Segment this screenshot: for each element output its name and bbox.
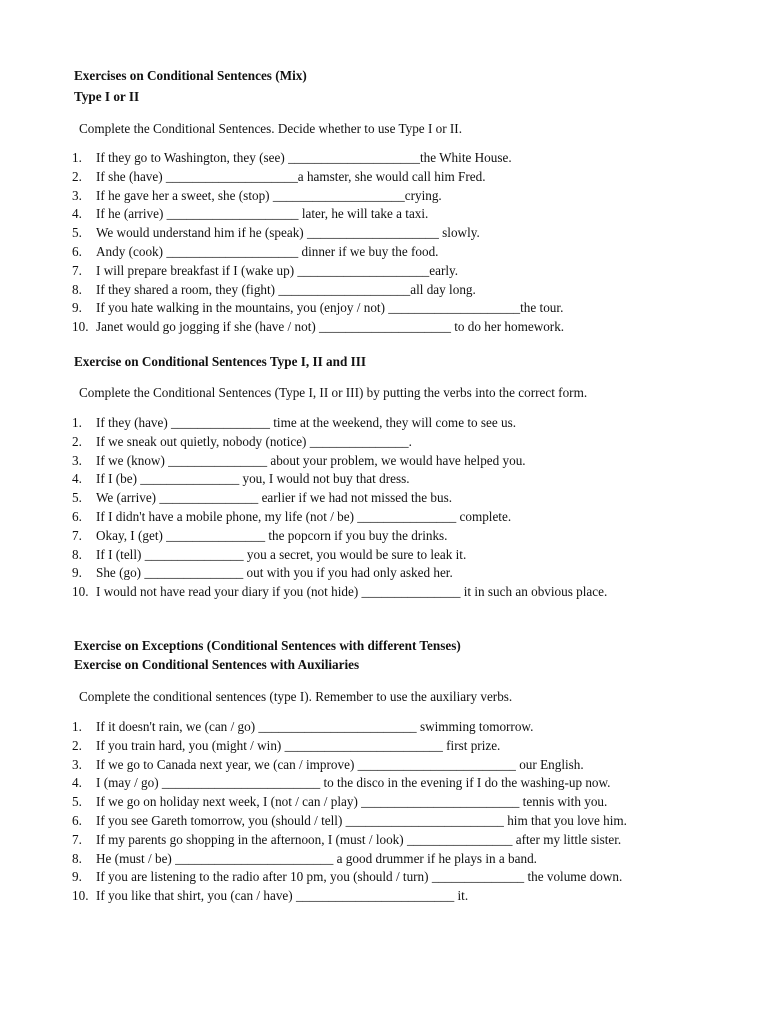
- item-text: We would understand him if he (speak) ____________________ slowly.: [96, 225, 480, 241]
- item-text: If she (have) ____________________a hamster, she would call him Fred.: [96, 168, 486, 184]
- item-text: If I didn't have a mobile phone, my life (not / be) _______________ complete.: [96, 508, 512, 524]
- item-number: 3.: [72, 452, 82, 468]
- list-item: [72, 489, 607, 508]
- section2-title: Exercise on Conditional Sentences Type I, II and III: [74, 354, 367, 369]
- list-item: [72, 149, 564, 168]
- item-number: 8.: [72, 850, 82, 866]
- item-text: I would not have read your diary if you (not hide) _______________ it in such an obvious place.: [96, 584, 608, 600]
- item-number: 6.: [72, 812, 82, 828]
- item-text: She (go) _______________ out with you if you had only asked her.: [96, 565, 453, 581]
- item-number: 10.: [72, 319, 89, 335]
- item-number: 2.: [72, 433, 82, 449]
- item-text: If you see Gareth tomorrow, you (should / tell) ________________________ him that you love him.: [96, 812, 627, 828]
- item-number: 5.: [72, 225, 82, 241]
- list-item: [72, 205, 564, 224]
- item-number: 8.: [72, 546, 82, 562]
- item-number: 8.: [72, 281, 82, 297]
- list-item: [72, 793, 627, 812]
- list-item: [72, 887, 627, 906]
- list-item: [72, 414, 607, 433]
- item-number: 7.: [72, 831, 82, 847]
- section1-instruction: Complete the Conditional Sentences. Decide whether to use Type I or II.: [79, 121, 462, 136]
- item-text: If they shared a room, they (fight) ____________________all day long.: [96, 281, 476, 297]
- item-number: 4.: [72, 206, 82, 222]
- list-item: [72, 831, 627, 850]
- item-text: If you are listening to the radio after 10 pm, you (should / turn) ______________ the volume down.: [96, 869, 623, 885]
- item-text: If you train hard, you (might / win) ________________________ first prize.: [96, 737, 501, 753]
- item-number: 2.: [72, 168, 82, 184]
- list-item: [72, 168, 564, 187]
- item-number: 5.: [72, 794, 82, 810]
- item-text: If he gave her a sweet, she (stop) ____________________crying.: [96, 187, 442, 203]
- item-text: If they go to Washington, they (see) ____________________the White House.: [96, 150, 512, 165]
- section3-list: [72, 718, 627, 906]
- item-text: If we sneak out quietly, nobody (notice) _______________.: [96, 433, 412, 449]
- list-item: [72, 224, 564, 243]
- item-text: If he (arrive) ____________________ later, he will take a taxi.: [96, 206, 429, 222]
- item-number: 7.: [72, 527, 82, 543]
- item-text: If I (be) _______________ you, I would not buy that dress.: [96, 471, 410, 487]
- list-item: [72, 718, 627, 737]
- item-text: If we go on holiday next week, I (not / can / play) ________________________ tennis with you.: [96, 794, 608, 810]
- item-number: 9.: [72, 565, 82, 581]
- item-text: I (may / go) ________________________ to the disco in the evening if I do the washing-up now.: [96, 775, 611, 791]
- item-number: 3.: [72, 187, 82, 203]
- list-item: [72, 527, 607, 546]
- item-text: If you like that shirt, you (can / have) ________________________ it.: [96, 888, 469, 904]
- section1-list: [72, 149, 564, 337]
- item-number: 1.: [72, 150, 82, 165]
- list-item: [72, 318, 564, 337]
- item-text: If they (have) _______________ time at the weekend, they will come to see us.: [96, 415, 517, 430]
- item-text: If I (tell) _______________ you a secret, you would be sure to leak it.: [96, 546, 467, 562]
- item-number: 5.: [72, 490, 82, 506]
- item-number: 6.: [72, 243, 82, 259]
- item-number: 4.: [72, 471, 82, 487]
- section2-instruction: Complete the Conditional Sentences (Type I, II or III) by putting the verbs into the correct form.: [79, 385, 588, 400]
- item-text: If you hate walking in the mountains, you (enjoy / not) ____________________the tour.: [96, 300, 564, 316]
- item-number: 9.: [72, 869, 82, 885]
- list-item: [72, 546, 607, 565]
- item-number: 7.: [72, 262, 82, 278]
- list-item: [72, 281, 564, 300]
- item-text: If it doesn't rain, we (can / go) ________________________ swimming tomorrow.: [96, 719, 534, 734]
- item-number: 1.: [72, 719, 82, 734]
- section1-subtitle: Type I or II: [74, 89, 140, 104]
- item-number: 3.: [72, 756, 82, 772]
- list-item: [72, 756, 627, 775]
- item-number: 4.: [72, 775, 82, 791]
- item-text: If my parents go shopping in the afternoon, I (must / look) ________________ after my little sister.: [96, 831, 622, 847]
- section3-title: Exercise on Exceptions (Conditional Sentences with different Tenses): [74, 638, 461, 653]
- list-item: [72, 868, 627, 887]
- list-item: [72, 564, 607, 583]
- list-item: [72, 737, 627, 756]
- item-text: Okay, I (get) _______________ the popcorn if you buy the drinks.: [96, 527, 448, 543]
- list-item: [72, 243, 564, 262]
- item-text: He (must / be) ________________________ a good drummer if he plays in a band.: [96, 850, 537, 866]
- list-item: [72, 262, 564, 281]
- section3-instruction: Complete the conditional sentences (type I). Remember to use the auxiliary verbs.: [79, 689, 513, 704]
- item-number: 6.: [72, 508, 82, 524]
- list-item: [72, 433, 607, 452]
- item-text: Janet would go jogging if she (have / not) ____________________ to do her homework.: [96, 319, 565, 335]
- section1-title: Exercises on Conditional Sentences (Mix): [74, 68, 307, 83]
- item-text: If we go to Canada next year, we (can / improve) ________________________ our English.: [96, 756, 584, 772]
- item-text: Andy (cook) ____________________ dinner if we buy the food.: [96, 243, 439, 259]
- list-item: [72, 850, 627, 869]
- list-item: [72, 508, 607, 527]
- item-number: 10.: [72, 584, 89, 600]
- item-text: We (arrive) _______________ earlier if we had not missed the bus.: [96, 490, 453, 506]
- list-item: [72, 583, 607, 602]
- item-number: 1.: [72, 415, 82, 430]
- list-item: [72, 812, 627, 831]
- item-number: 9.: [72, 300, 82, 316]
- item-text: If we (know) _______________ about your problem, we would have helped you.: [96, 452, 526, 468]
- list-item: [72, 470, 607, 489]
- list-item: [72, 299, 564, 318]
- item-number: 10.: [72, 888, 89, 904]
- list-item: [72, 774, 627, 793]
- list-item: [72, 452, 607, 471]
- item-number: 2.: [72, 737, 82, 753]
- section2-list: [72, 414, 607, 602]
- item-text: I will prepare breakfast if I (wake up) ____________________early.: [96, 262, 459, 278]
- section3-subtitle: Exercise on Conditional Sentences with Auxiliaries: [74, 657, 360, 672]
- list-item: [72, 187, 564, 206]
